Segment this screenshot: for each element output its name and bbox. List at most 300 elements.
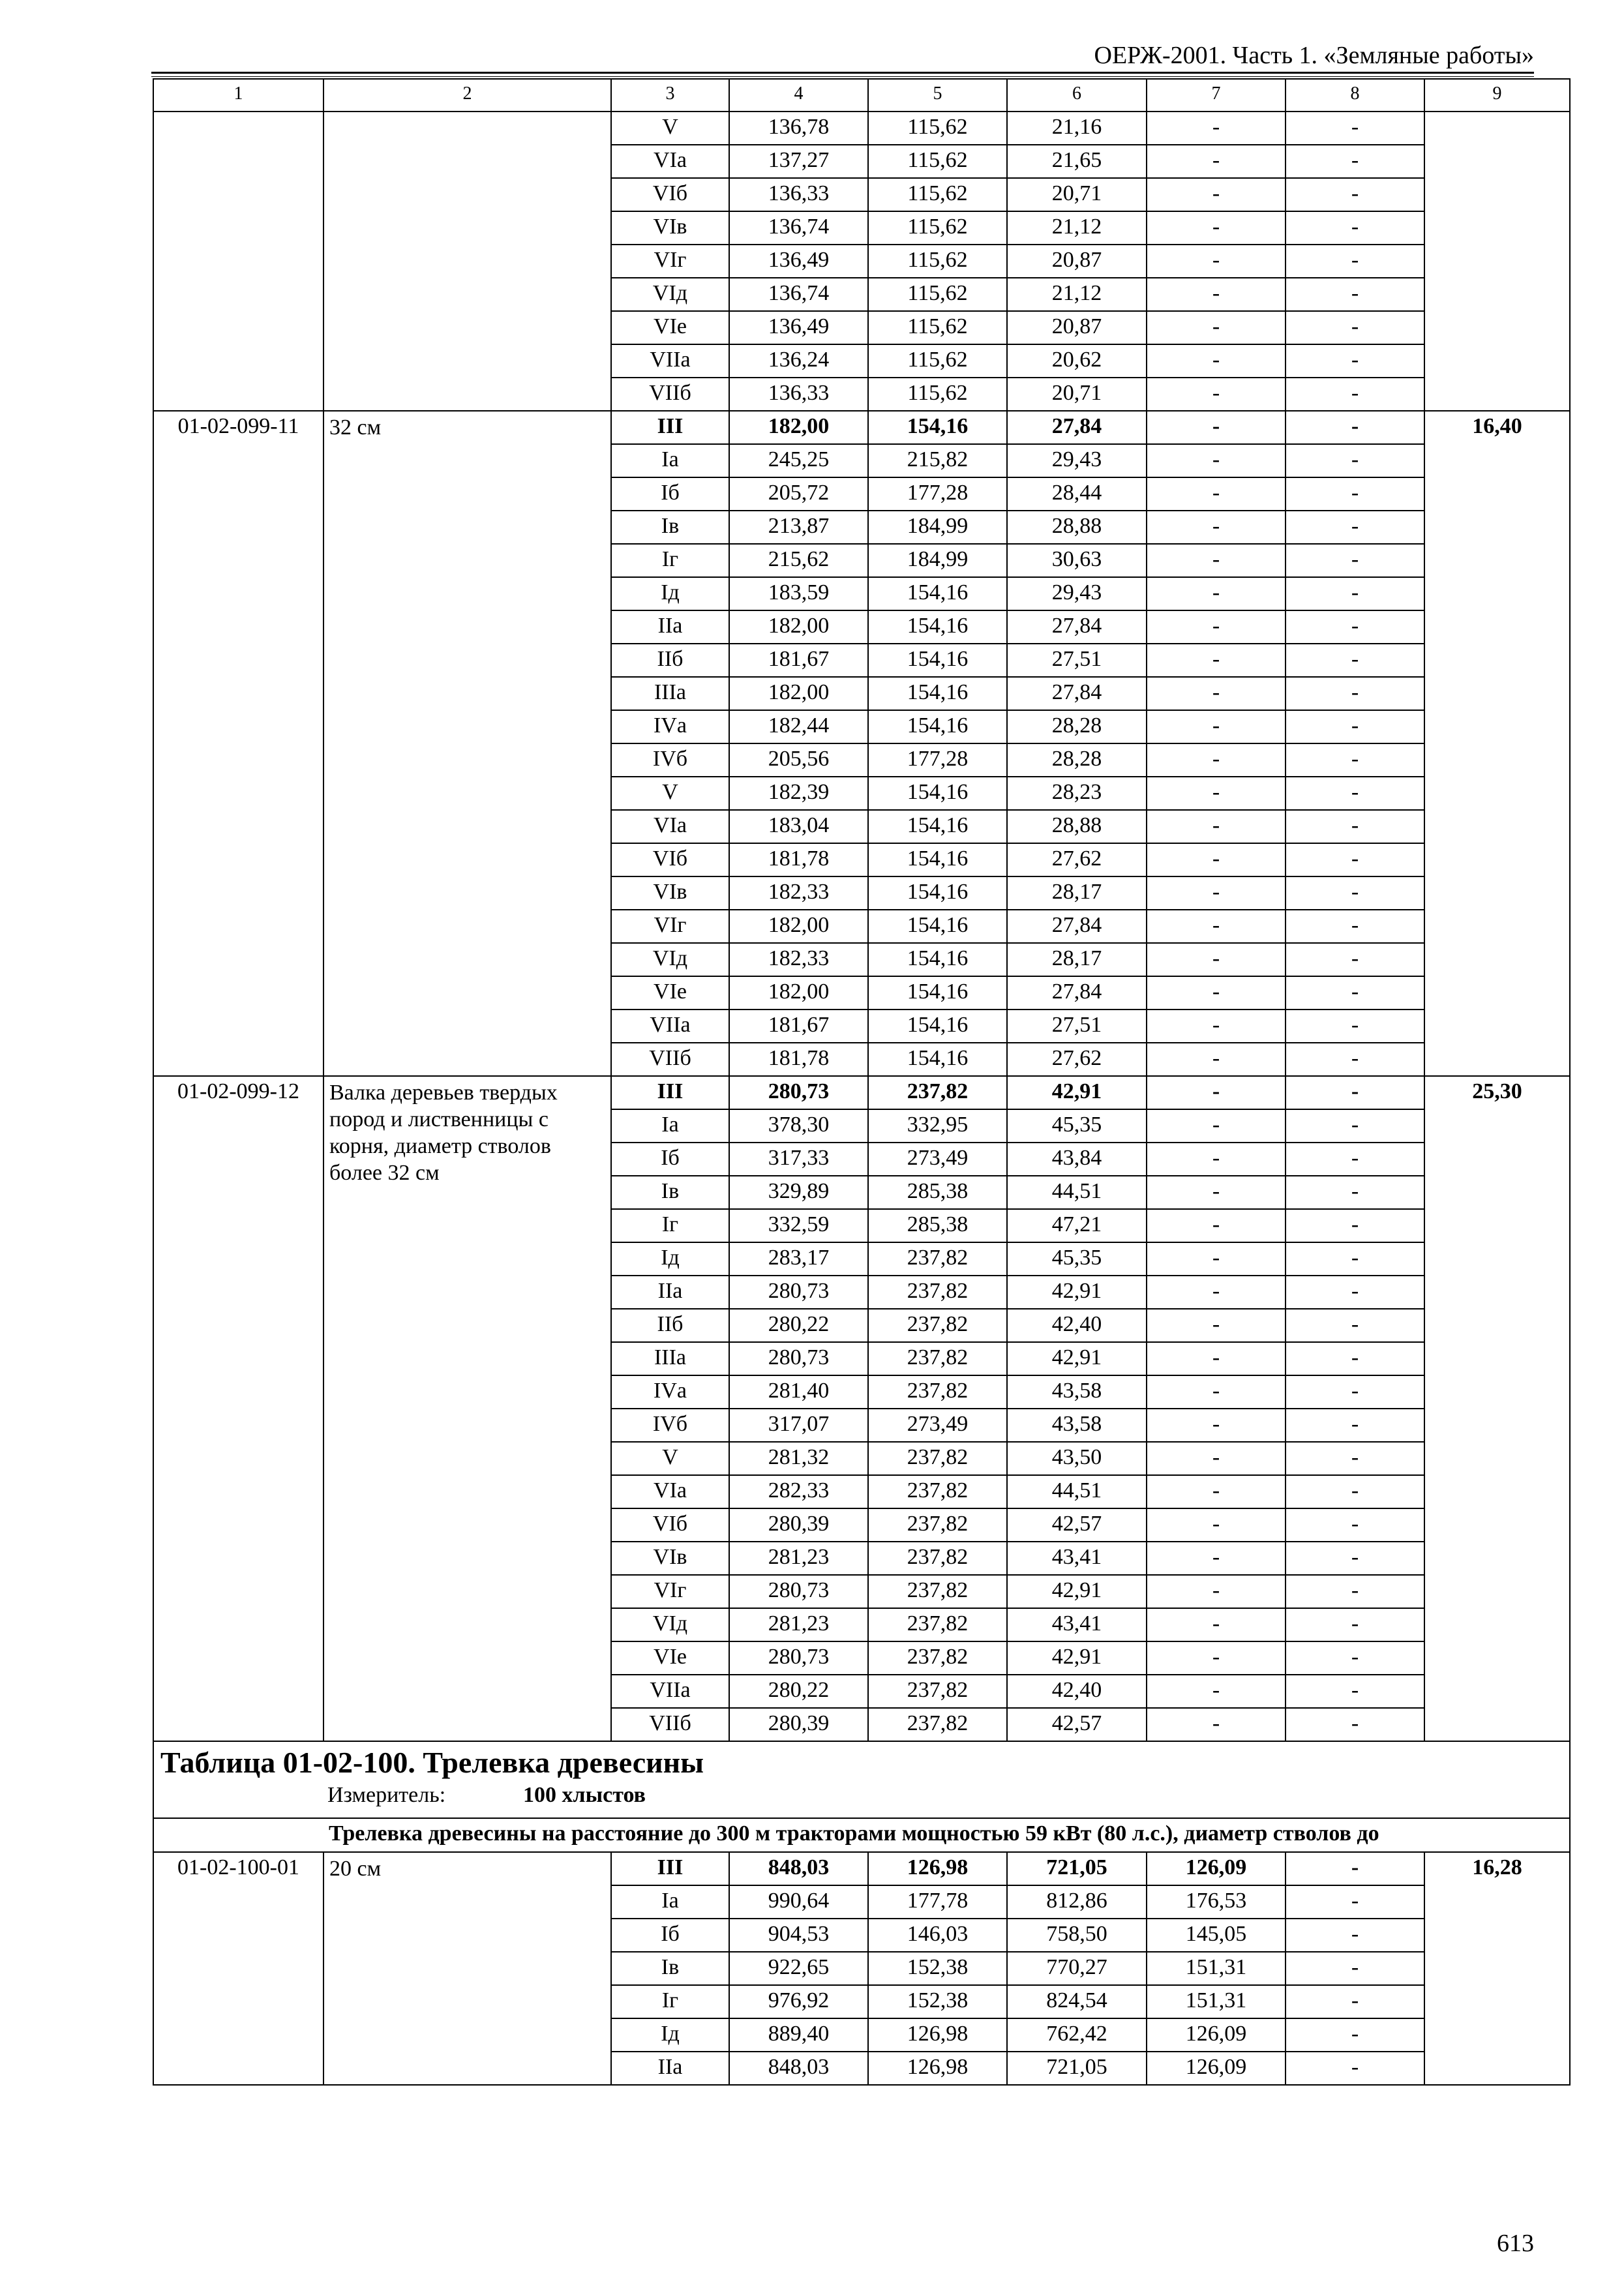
- labor-wage-cell: 332,95: [868, 1109, 1007, 1143]
- column-number: 8: [1286, 79, 1424, 112]
- direct-cost-cell: 245,25: [729, 444, 868, 477]
- machine-operation-cell: 45,35: [1007, 1109, 1147, 1143]
- zone-cell: V: [611, 112, 729, 145]
- machinist-wage-cell: -: [1147, 943, 1286, 976]
- machine-operation-cell: 42,40: [1007, 1675, 1147, 1708]
- unit-label: Измеритель:: [327, 1783, 446, 1807]
- direct-cost-cell: 317,33: [729, 1143, 868, 1176]
- direct-cost-cell: 182,00: [729, 910, 868, 943]
- materials-cell: -: [1286, 178, 1424, 211]
- labor-wage-cell: 237,82: [868, 1276, 1007, 1309]
- machinist-wage-cell: -: [1147, 610, 1286, 644]
- machine-operation-cell: 45,35: [1007, 1242, 1147, 1276]
- zone-cell: VIб: [611, 1508, 729, 1542]
- materials-cell: -: [1286, 1442, 1424, 1475]
- labor-wage-cell: 177,78: [868, 1885, 1007, 1919]
- header-rule-thin: [151, 76, 1534, 77]
- zone-cell: Iа: [611, 444, 729, 477]
- direct-cost-cell: 136,74: [729, 211, 868, 245]
- machinist-wage-cell: -: [1147, 1276, 1286, 1309]
- machinist-wage-cell: -: [1147, 1675, 1286, 1708]
- direct-cost-cell: 136,78: [729, 112, 868, 145]
- machinist-wage-cell: -: [1147, 743, 1286, 777]
- materials-cell: -: [1286, 211, 1424, 245]
- machine-operation-cell: 721,05: [1007, 2052, 1147, 2085]
- direct-cost-cell: 136,33: [729, 178, 868, 211]
- machine-operation-cell: 44,51: [1007, 1176, 1147, 1209]
- table-row: [153, 411, 1570, 444]
- column-number-row: [153, 79, 1570, 112]
- machinist-wage-cell: -: [1147, 1176, 1286, 1209]
- materials-cell: -: [1286, 1641, 1424, 1675]
- labor-wage-cell: 126,98: [868, 2018, 1007, 2052]
- machine-operation-cell: 28,88: [1007, 810, 1147, 843]
- rate-code-cell: 01-02-099-12: [153, 1076, 323, 1741]
- zone-cell: IIа: [611, 610, 729, 644]
- machinist-wage-cell: -: [1147, 1641, 1286, 1675]
- labor-wage-cell: 237,82: [868, 1675, 1007, 1708]
- zone-cell: VIIа: [611, 344, 729, 378]
- machinist-wage-cell: -: [1147, 178, 1286, 211]
- materials-cell: -: [1286, 644, 1424, 677]
- zone-cell: III: [611, 411, 729, 444]
- labor-wage-cell: 154,16: [868, 810, 1007, 843]
- direct-cost-cell: 282,33: [729, 1475, 868, 1508]
- machine-operation-cell: 42,91: [1007, 1575, 1147, 1608]
- materials-cell: -: [1286, 843, 1424, 876]
- materials-cell: -: [1286, 378, 1424, 411]
- zone-cell: Iд: [611, 577, 729, 610]
- materials-cell: -: [1286, 677, 1424, 710]
- direct-cost-cell: 181,67: [729, 644, 868, 677]
- table-title-row: [153, 1741, 1570, 1818]
- direct-cost-cell: 136,33: [729, 378, 868, 411]
- labor-wage-cell: 154,16: [868, 411, 1007, 444]
- machinist-wage-cell: -: [1147, 677, 1286, 710]
- direct-cost-cell: 283,17: [729, 1242, 868, 1276]
- machinist-wage-cell: 151,31: [1147, 1985, 1286, 2018]
- direct-cost-cell: 182,00: [729, 677, 868, 710]
- zone-cell: Iа: [611, 1109, 729, 1143]
- materials-cell: -: [1286, 511, 1424, 544]
- subheading-cell: Трелевка древесины на расстояние до 300 м тракторами мощностью 59 кВт (80 л.с.), диаметр стволов до: [153, 1818, 1570, 1852]
- direct-cost-cell: 280,73: [729, 1076, 868, 1109]
- machinist-wage-cell: -: [1147, 1342, 1286, 1375]
- labor-wage-cell: 237,82: [868, 1708, 1007, 1741]
- labor-wage-cell: 273,49: [868, 1143, 1007, 1176]
- zone-cell: IIб: [611, 1309, 729, 1342]
- materials-cell: -: [1286, 344, 1424, 378]
- machinist-wage-cell: -: [1147, 245, 1286, 278]
- machinist-wage-cell: -: [1147, 1375, 1286, 1409]
- direct-cost-cell: 280,73: [729, 1342, 868, 1375]
- machine-operation-cell: 27,84: [1007, 976, 1147, 1010]
- machine-operation-cell: 42,91: [1007, 1641, 1147, 1675]
- column-number: 4: [729, 79, 868, 112]
- zone-cell: IVа: [611, 1375, 729, 1409]
- machine-operation-cell: 758,50: [1007, 1919, 1147, 1952]
- zone-cell: IVа: [611, 710, 729, 743]
- labor-wage-cell: 115,62: [868, 278, 1007, 311]
- column-number: 3: [611, 79, 729, 112]
- labor-wage-cell: 154,16: [868, 644, 1007, 677]
- labor-wage-cell: 154,16: [868, 677, 1007, 710]
- machinist-wage-cell: -: [1147, 511, 1286, 544]
- materials-cell: -: [1286, 2052, 1424, 2085]
- labor-wage-cell: 237,82: [868, 1076, 1007, 1109]
- zone-cell: Iв: [611, 1176, 729, 1209]
- direct-cost-cell: 182,44: [729, 710, 868, 743]
- labor-wage-cell: 154,16: [868, 843, 1007, 876]
- direct-cost-cell: 215,62: [729, 544, 868, 577]
- direct-cost-cell: 136,74: [729, 278, 868, 311]
- zone-cell: Iг: [611, 1985, 729, 2018]
- direct-cost-cell: 280,39: [729, 1508, 868, 1542]
- labor-wage-cell: 154,16: [868, 1043, 1007, 1076]
- zone-cell: VIIа: [611, 1675, 729, 1708]
- materials-cell: -: [1286, 1309, 1424, 1342]
- zone-cell: VIIб: [611, 1708, 729, 1741]
- machine-operation-cell: 28,17: [1007, 876, 1147, 910]
- materials-cell: -: [1286, 477, 1424, 511]
- direct-cost-cell: 136,24: [729, 344, 868, 378]
- machinist-wage-cell: 126,09: [1147, 1852, 1286, 1885]
- materials-cell: -: [1286, 1342, 1424, 1375]
- table-row: [153, 112, 1570, 145]
- machine-operation-cell: 20,87: [1007, 311, 1147, 344]
- machine-operation-cell: 42,91: [1007, 1076, 1147, 1109]
- machine-operation-cell: 27,84: [1007, 910, 1147, 943]
- rate-description-cell: 20 см: [323, 1852, 611, 2085]
- labor-wage-cell: 154,16: [868, 577, 1007, 610]
- materials-cell: -: [1286, 1675, 1424, 1708]
- rate-description-cell: [323, 112, 611, 411]
- unit-value: 100 хлыстов: [523, 1783, 646, 1807]
- zone-cell: IVб: [611, 743, 729, 777]
- machine-operation-cell: 42,57: [1007, 1508, 1147, 1542]
- zone-cell: Iв: [611, 511, 729, 544]
- direct-cost-cell: 281,40: [729, 1375, 868, 1409]
- materials-cell: -: [1286, 1508, 1424, 1542]
- zone-cell: IIб: [611, 644, 729, 677]
- zone-cell: VIв: [611, 211, 729, 245]
- direct-cost-cell: 922,65: [729, 1952, 868, 1985]
- machine-operation-cell: 30,63: [1007, 544, 1147, 577]
- zone-cell: Iд: [611, 2018, 729, 2052]
- materials-cell: -: [1286, 1409, 1424, 1442]
- zone-cell: Iб: [611, 1143, 729, 1176]
- labor-wage-cell: 115,62: [868, 178, 1007, 211]
- machinist-wage-cell: 126,09: [1147, 2052, 1286, 2085]
- machine-operation-cell: 28,28: [1007, 743, 1147, 777]
- materials-cell: -: [1286, 1985, 1424, 2018]
- machinist-wage-cell: -: [1147, 1209, 1286, 1242]
- column-number: 9: [1424, 79, 1570, 112]
- zone-cell: VIг: [611, 245, 729, 278]
- machine-operation-cell: 770,27: [1007, 1952, 1147, 1985]
- machinist-wage-cell: -: [1147, 1043, 1286, 1076]
- zone-cell: VIа: [611, 1475, 729, 1508]
- labor-wage-cell: 237,82: [868, 1542, 1007, 1575]
- direct-cost-cell: 183,59: [729, 577, 868, 610]
- machinist-wage-cell: -: [1147, 477, 1286, 511]
- direct-cost-cell: 183,04: [729, 810, 868, 843]
- machine-operation-cell: 20,71: [1007, 178, 1147, 211]
- machinist-wage-cell: -: [1147, 344, 1286, 378]
- machinist-wage-cell: -: [1147, 544, 1286, 577]
- zone-cell: VIе: [611, 311, 729, 344]
- zone-cell: VIд: [611, 278, 729, 311]
- labor-wage-cell: 237,82: [868, 1309, 1007, 1342]
- labor-wage-cell: 184,99: [868, 511, 1007, 544]
- materials-cell: -: [1286, 1375, 1424, 1409]
- rate-description-cell: Валка деревьев твердых пород и лиственницы с корня, диаметр стволов более 32 см: [323, 1076, 611, 1741]
- machine-operation-cell: 21,16: [1007, 112, 1147, 145]
- machinist-wage-cell: -: [1147, 444, 1286, 477]
- zone-cell: Iв: [611, 1952, 729, 1985]
- machinist-wage-cell: -: [1147, 577, 1286, 610]
- labor-wage-cell: 237,82: [868, 1475, 1007, 1508]
- direct-cost-cell: 213,87: [729, 511, 868, 544]
- materials-cell: -: [1286, 777, 1424, 810]
- machinist-wage-cell: -: [1147, 910, 1286, 943]
- machine-operation-cell: 27,51: [1007, 1010, 1147, 1043]
- materials-cell: -: [1286, 1143, 1424, 1176]
- direct-cost-cell: 182,33: [729, 943, 868, 976]
- labor-wage-cell: 237,82: [868, 1508, 1007, 1542]
- materials-cell: -: [1286, 2018, 1424, 2052]
- direct-cost-cell: 976,92: [729, 1985, 868, 2018]
- zone-cell: VIв: [611, 876, 729, 910]
- labor-wage-cell: 184,99: [868, 544, 1007, 577]
- machinist-wage-cell: 151,31: [1147, 1952, 1286, 1985]
- materials-cell: -: [1286, 943, 1424, 976]
- machinist-wage-cell: 145,05: [1147, 1919, 1286, 1952]
- materials-cell: -: [1286, 278, 1424, 311]
- direct-cost-cell: 181,78: [729, 1043, 868, 1076]
- labor-wage-cell: 237,82: [868, 1375, 1007, 1409]
- direct-cost-cell: 280,22: [729, 1675, 868, 1708]
- machinist-wage-cell: -: [1147, 1109, 1286, 1143]
- labor-wage-cell: 237,82: [868, 1575, 1007, 1608]
- rate-code-cell: 01-02-100-01: [153, 1852, 323, 2085]
- machinist-wage-cell: -: [1147, 1409, 1286, 1442]
- zone-cell: IIа: [611, 2052, 729, 2085]
- machinist-wage-cell: -: [1147, 1475, 1286, 1508]
- zone-cell: III: [611, 1852, 729, 1885]
- machine-operation-cell: 29,43: [1007, 444, 1147, 477]
- labor-wage-cell: 115,62: [868, 112, 1007, 145]
- direct-cost-cell: 332,59: [729, 1209, 868, 1242]
- machinist-wage-cell: -: [1147, 1143, 1286, 1176]
- direct-cost-cell: 848,03: [729, 2052, 868, 2085]
- labor-wage-cell: 154,16: [868, 610, 1007, 644]
- labor-wage-cell: 146,03: [868, 1919, 1007, 1952]
- materials-cell: -: [1286, 577, 1424, 610]
- materials-cell: -: [1286, 610, 1424, 644]
- materials-cell: -: [1286, 112, 1424, 145]
- machine-operation-cell: 27,84: [1007, 610, 1147, 644]
- machine-operation-cell: 43,41: [1007, 1542, 1147, 1575]
- machinist-wage-cell: -: [1147, 876, 1286, 910]
- zone-cell: VIг: [611, 910, 729, 943]
- column-number: 1: [153, 79, 323, 112]
- machine-operation-cell: 43,84: [1007, 1143, 1147, 1176]
- labor-wage-cell: 154,16: [868, 876, 1007, 910]
- machinist-wage-cell: -: [1147, 1010, 1286, 1043]
- zone-cell: VIа: [611, 810, 729, 843]
- subheading-row: [153, 1818, 1570, 1852]
- zone-cell: Iб: [611, 1919, 729, 1952]
- materials-cell: -: [1286, 1708, 1424, 1741]
- zone-cell: V: [611, 777, 729, 810]
- machinist-wage-cell: 176,53: [1147, 1885, 1286, 1919]
- zone-cell: IVб: [611, 1409, 729, 1442]
- machine-operation-cell: 20,71: [1007, 378, 1147, 411]
- direct-cost-cell: 280,73: [729, 1641, 868, 1675]
- direct-cost-cell: 848,03: [729, 1852, 868, 1885]
- zone-cell: Iб: [611, 477, 729, 511]
- zone-cell: VIIб: [611, 378, 729, 411]
- table-title-cell: [153, 1741, 1570, 1818]
- zone-cell: Iд: [611, 1242, 729, 1276]
- machine-operation-cell: 28,88: [1007, 511, 1147, 544]
- direct-cost-cell: 182,00: [729, 976, 868, 1010]
- zone-cell: III: [611, 1076, 729, 1109]
- materials-cell: -: [1286, 1542, 1424, 1575]
- machine-operation-cell: 27,62: [1007, 1043, 1147, 1076]
- column-number: 7: [1147, 79, 1286, 112]
- materials-cell: -: [1286, 311, 1424, 344]
- labor-wage-cell: 154,16: [868, 910, 1007, 943]
- materials-cell: -: [1286, 710, 1424, 743]
- materials-cell: -: [1286, 1076, 1424, 1109]
- zone-cell: V: [611, 1442, 729, 1475]
- direct-cost-cell: 280,22: [729, 1309, 868, 1342]
- direct-cost-cell: 182,00: [729, 610, 868, 644]
- machine-operation-cell: 20,62: [1007, 344, 1147, 378]
- machine-operation-cell: 824,54: [1007, 1985, 1147, 2018]
- labor-wage-cell: 237,82: [868, 1608, 1007, 1641]
- zone-cell: VIа: [611, 145, 729, 178]
- materials-cell: -: [1286, 743, 1424, 777]
- labor-wage-cell: 152,38: [868, 1985, 1007, 2018]
- labor-wage-cell: 154,16: [868, 1010, 1007, 1043]
- direct-cost-cell: 280,73: [729, 1276, 868, 1309]
- table-title: Таблица 01-02-100. Трелевка древесины: [160, 1746, 704, 1779]
- rate-code-cell: 01-02-099-11: [153, 411, 323, 1076]
- machinist-wage-cell: -: [1147, 211, 1286, 245]
- direct-cost-cell: 182,00: [729, 411, 868, 444]
- zone-cell: VIIа: [611, 1010, 729, 1043]
- materials-cell: -: [1286, 1475, 1424, 1508]
- header-rule-thick: [151, 72, 1534, 74]
- materials-cell: -: [1286, 145, 1424, 178]
- labor-wage-cell: 237,82: [868, 1442, 1007, 1475]
- machine-operation-cell: 27,84: [1007, 411, 1147, 444]
- direct-cost-cell: 136,49: [729, 245, 868, 278]
- machinist-wage-cell: -: [1147, 1076, 1286, 1109]
- direct-cost-cell: 990,64: [729, 1885, 868, 1919]
- materials-cell: -: [1286, 1852, 1424, 1885]
- machine-operation-cell: 721,05: [1007, 1852, 1147, 1885]
- machinist-wage-cell: -: [1147, 976, 1286, 1010]
- machinist-wage-cell: -: [1147, 1708, 1286, 1741]
- machinist-wage-cell: -: [1147, 378, 1286, 411]
- machine-operation-cell: 43,50: [1007, 1442, 1147, 1475]
- materials-cell: -: [1286, 411, 1424, 444]
- labor-wage-cell: 154,16: [868, 777, 1007, 810]
- direct-cost-cell: 181,67: [729, 1010, 868, 1043]
- machinist-wage-cell: -: [1147, 411, 1286, 444]
- direct-cost-cell: 904,53: [729, 1919, 868, 1952]
- machinist-wage-cell: -: [1147, 843, 1286, 876]
- materials-cell: -: [1286, 1043, 1424, 1076]
- machine-operation-cell: 43,58: [1007, 1375, 1147, 1409]
- labor-wage-cell: 126,98: [868, 2052, 1007, 2085]
- materials-cell: -: [1286, 876, 1424, 910]
- machinist-wage-cell: -: [1147, 1508, 1286, 1542]
- zone-cell: VIе: [611, 976, 729, 1010]
- rates-table: [153, 78, 1571, 2086]
- column-number: 2: [323, 79, 611, 112]
- machinist-wage-cell: -: [1147, 777, 1286, 810]
- machinist-wage-cell: -: [1147, 1608, 1286, 1641]
- table-row: [153, 1852, 1570, 1885]
- labor-cost-cell: 25,30: [1424, 1076, 1570, 1741]
- labor-wage-cell: 237,82: [868, 1242, 1007, 1276]
- direct-cost-cell: 205,72: [729, 477, 868, 511]
- machinist-wage-cell: -: [1147, 710, 1286, 743]
- direct-cost-cell: 281,23: [729, 1542, 868, 1575]
- direct-cost-cell: 181,78: [729, 843, 868, 876]
- page-number: 613: [1497, 2230, 1534, 2257]
- labor-wage-cell: 273,49: [868, 1409, 1007, 1442]
- machinist-wage-cell: -: [1147, 145, 1286, 178]
- machine-operation-cell: 42,57: [1007, 1708, 1147, 1741]
- direct-cost-cell: 280,73: [729, 1575, 868, 1608]
- zone-cell: VIIб: [611, 1043, 729, 1076]
- labor-wage-cell: 177,28: [868, 477, 1007, 511]
- rates-table-body: [153, 79, 1570, 2085]
- zone-cell: VIб: [611, 178, 729, 211]
- unit-line: [160, 1781, 1563, 1810]
- labor-wage-cell: 285,38: [868, 1209, 1007, 1242]
- labor-wage-cell: 154,16: [868, 710, 1007, 743]
- machinist-wage-cell: -: [1147, 278, 1286, 311]
- materials-cell: -: [1286, 1276, 1424, 1309]
- labor-wage-cell: 115,62: [868, 211, 1007, 245]
- labor-wage-cell: 152,38: [868, 1952, 1007, 1985]
- materials-cell: -: [1286, 1608, 1424, 1641]
- direct-cost-cell: 182,33: [729, 876, 868, 910]
- machine-operation-cell: 28,17: [1007, 943, 1147, 976]
- machinist-wage-cell: -: [1147, 1542, 1286, 1575]
- zone-cell: VIд: [611, 1608, 729, 1641]
- machine-operation-cell: 43,41: [1007, 1608, 1147, 1641]
- machine-operation-cell: 44,51: [1007, 1475, 1147, 1508]
- materials-cell: -: [1286, 1109, 1424, 1143]
- materials-cell: -: [1286, 1952, 1424, 1985]
- column-number: 5: [868, 79, 1007, 112]
- labor-wage-cell: 126,98: [868, 1852, 1007, 1885]
- machine-operation-cell: 20,87: [1007, 245, 1147, 278]
- materials-cell: -: [1286, 1176, 1424, 1209]
- machine-operation-cell: 42,40: [1007, 1309, 1147, 1342]
- zone-cell: Iа: [611, 1885, 729, 1919]
- zone-cell: VIд: [611, 943, 729, 976]
- machinist-wage-cell: -: [1147, 311, 1286, 344]
